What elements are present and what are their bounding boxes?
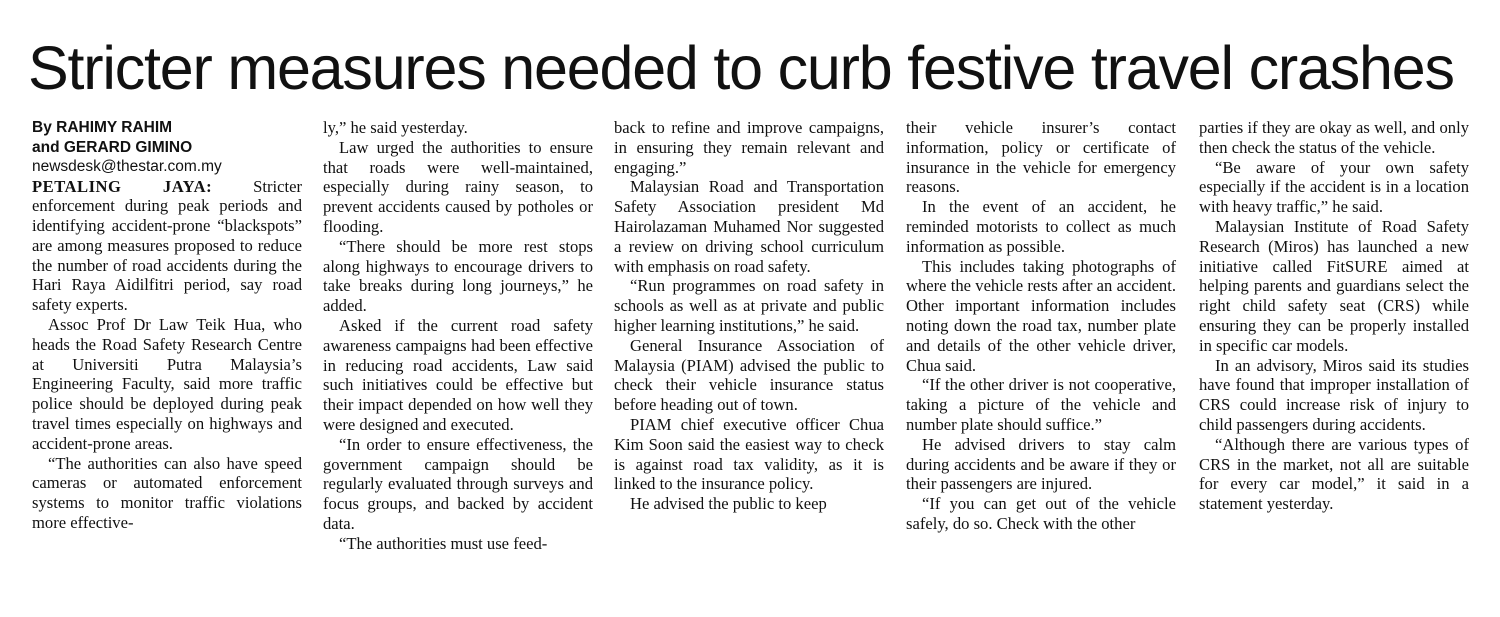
column-3 [614,118,884,514]
byline-author-1: By RAHIMY RAHIM [32,119,173,136]
paragraph: This includes taking photographs of where the vehicle rests after an accident. Other important information includes noting down the road tax, number plate and details of the other vehicle driver, Chua said. [906,256,1176,375]
paragraph: back to refine and improve campaigns, in ensuring they remain relevant and engaging.” [614,118,884,177]
lead-text: Stricter enforcement during peak periods and identifying accident-prone “blackspots” are among measures proposed to reduce the number of road accidents during the Hari Raya Aidilfitri period, say road safety experts. [32,176,302,315]
paragraph: In the event of an accident, he reminded motorists to collect as much information as possible. [906,197,1176,256]
paragraph [32,177,302,316]
paragraph: “If you can get out of the vehicle safely, do so. Check with the other [906,494,1176,533]
paragraph: Malaysian Road and Transportation Safety Association president Md Hairolazaman Muhamed Nor suggested a review on driving school curriculum with emphasis on road safety. [614,177,884,276]
column-5 [1199,118,1469,514]
dateline: PETALING JAYA: [32,176,213,196]
byline-author-2: and GERARD GIMINO [32,138,193,156]
paragraph: “Although there are various types of CRS in the market, not all are suitable for every car model,” it said in a statement yesterday. [1199,434,1469,514]
article-body [32,118,1477,598]
paragraph: “Run programmes on road safety in schools as well as at private and public higher learning institutions,” he said. [614,276,884,335]
paragraph: “In order to ensure effectiveness, the government campaign should be regularly evaluated through surveys and focus groups, and backed by accident data. [323,434,593,533]
paragraph: Asked if the current road safety awareness campaigns had been effective in reducing road accidents, Law said such initiatives could be effective but their impact depended on how well they were designed and executed. [323,315,593,434]
paragraph: Assoc Prof Dr Law Teik Hua, who heads the Road Safety Research Centre at Universiti Putra Malaysia’s Engineering Faculty, said more traffic police should be deployed during peak travel times especially on highways and accident-prone areas. [32,315,302,453]
paragraph: ly,” he said yesterday. [323,118,468,137]
paragraph: “There should be more rest stops along highways to encourage drivers to take breaks during long journeys,” he added. [323,236,593,316]
column-2 [323,118,593,554]
paragraph: Law urged the authorities to ensure that roads were well-maintained, especially during rainy season, to prevent accidents caused by potholes or flooding. [323,137,593,236]
paragraph: their vehicle insurer’s contact information, policy or certificate of insurance in the vehicle for emergency reasons. [906,118,1176,197]
headline: Stricter measures needed to curb festive travel crashes [28,34,1454,102]
paragraph: PIAM chief executive officer Chua Kim Soon said the easiest way to check is against road tax validity, as it is linked to the insurance policy. [614,414,884,494]
byline-email: newsdesk@thestar.com.my [32,158,222,175]
column-1 [32,118,302,533]
paragraph: parties if they are okay as well, and only then check the status of the vehicle. [1199,118,1469,157]
paragraph: He advised drivers to stay calm during accidents and be aware if they or their passengers are injured. [906,434,1176,494]
paragraph: He advised the public to keep [630,494,827,514]
column-4 [906,118,1176,534]
paragraph: General Insurance Association of Malaysia (PIAM) advised the public to check their vehicle insurance status before heading out of town. [614,335,884,415]
paragraph: Malaysian Institute of Road Safety Research (Miros) has launched a new initiative called FitSURE aimed at helping parents and guardians select the right child safety seat (CRS) while ensuring they can be properly installed in specific car models. [1199,216,1469,355]
paragraph: “If the other driver is not cooperative, taking a picture of the vehicle and number plate should suffice.” [906,375,1176,434]
paragraph: “Be aware of your own safety especially if the accident is in a location with heavy traffic,” he said. [1199,157,1469,217]
paragraph: “The authorities must use feed- [339,533,548,553]
paragraph: In an advisory, Miros said its studies have found that improper installation of CRS could increase risk of injury to child passengers during accidents. [1199,355,1469,434]
paragraph: “The authorities can also have speed cameras or automated enforcement systems to monitor traffic violations more effective- [32,453,302,533]
